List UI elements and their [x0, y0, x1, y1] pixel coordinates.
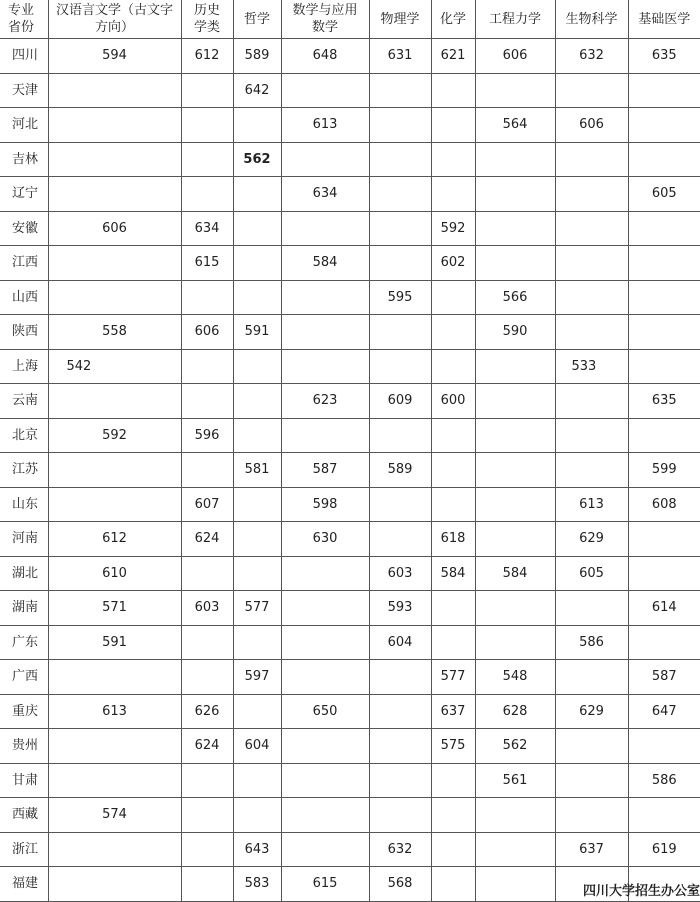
score-cell — [555, 418, 628, 453]
score-cell: 635 — [628, 39, 700, 74]
province-cell: 江苏 — [0, 453, 48, 488]
table-row — [0, 349, 700, 384]
score-cell — [475, 177, 555, 212]
score-cell — [48, 729, 181, 764]
score-cell: 589 — [233, 39, 281, 74]
score-cell — [555, 591, 628, 626]
header-col-2: 历史 学类 — [181, 0, 233, 39]
score-cell: 621 — [431, 39, 475, 74]
score-cell — [475, 867, 555, 902]
score-cell — [431, 867, 475, 902]
score-cell: 603 — [181, 591, 233, 626]
header-row — [0, 0, 700, 39]
score-cell: 596 — [181, 418, 233, 453]
table-row — [0, 384, 700, 419]
score-cell — [475, 832, 555, 867]
score-cell — [555, 729, 628, 764]
score-cell — [431, 280, 475, 315]
score-cell — [555, 142, 628, 177]
score-cell: 606 — [475, 39, 555, 74]
score-cell — [475, 211, 555, 246]
score-cell — [431, 487, 475, 522]
province-cell: 江西 — [0, 246, 48, 281]
score-cell — [475, 142, 555, 177]
score-cell: 590 — [475, 315, 555, 350]
score-cell: 591 — [48, 625, 181, 660]
score-cell: 613 — [555, 487, 628, 522]
score-cell — [281, 763, 369, 798]
header-col-9: 基础医学 — [628, 0, 700, 39]
header-col-5: 物理学 — [369, 0, 431, 39]
table-row — [0, 625, 700, 660]
score-cell — [48, 763, 181, 798]
score-cell — [233, 522, 281, 557]
score-cell: 624 — [181, 522, 233, 557]
score-cell — [431, 177, 475, 212]
score-cell — [181, 867, 233, 902]
source-footer: 四川大学招生办公室 — [582, 884, 700, 899]
score-cell — [431, 832, 475, 867]
score-cell — [48, 487, 181, 522]
score-cell: 575 — [431, 729, 475, 764]
score-cell — [555, 211, 628, 246]
province-cell: 天津 — [0, 73, 48, 108]
score-cell — [369, 798, 431, 833]
score-cell: 647 — [628, 694, 700, 729]
score-cell: 609 — [369, 384, 431, 419]
score-cell — [281, 211, 369, 246]
score-cell — [281, 418, 369, 453]
score-cell — [48, 280, 181, 315]
score-cell — [281, 660, 369, 695]
score-cell — [369, 73, 431, 108]
score-cell: 533 — [555, 349, 628, 384]
score-cell — [555, 453, 628, 488]
table-row — [0, 522, 700, 557]
score-cell — [628, 246, 700, 281]
score-cell — [628, 418, 700, 453]
score-cell — [48, 246, 181, 281]
table-row — [0, 177, 700, 212]
header-col-1: 汉语言文学（古文字 方向） — [48, 0, 181, 39]
score-cell — [628, 625, 700, 660]
score-cell: 624 — [181, 729, 233, 764]
score-cell: 591 — [233, 315, 281, 350]
score-cell: 608 — [628, 487, 700, 522]
score-cell — [555, 384, 628, 419]
score-cell: 586 — [628, 763, 700, 798]
score-cell: 558 — [48, 315, 181, 350]
score-cell — [48, 832, 181, 867]
score-cell: 619 — [628, 832, 700, 867]
score-cell — [233, 349, 281, 384]
score-cell — [181, 280, 233, 315]
header-col-8: 生物科学 — [555, 0, 628, 39]
score-cell: 626 — [181, 694, 233, 729]
score-cell: 606 — [48, 211, 181, 246]
score-cell: 631 — [369, 39, 431, 74]
score-cell: 605 — [628, 177, 700, 212]
province-cell: 甘肃 — [0, 763, 48, 798]
score-cell — [555, 177, 628, 212]
header-col-7: 工程力学 — [475, 0, 555, 39]
score-cell — [233, 694, 281, 729]
score-cell — [181, 832, 233, 867]
score-cell — [369, 487, 431, 522]
score-cell: 598 — [281, 487, 369, 522]
score-cell: 629 — [555, 522, 628, 557]
province-cell: 云南 — [0, 384, 48, 419]
score-cell — [369, 763, 431, 798]
province-cell: 福建 — [0, 867, 48, 902]
score-cell: 581 — [233, 453, 281, 488]
score-cell — [555, 246, 628, 281]
score-cell: 612 — [48, 522, 181, 557]
score-cell: 595 — [369, 280, 431, 315]
score-cell — [233, 798, 281, 833]
score-cell: 618 — [431, 522, 475, 557]
score-cell — [233, 177, 281, 212]
score-cell — [369, 246, 431, 281]
score-cell — [281, 73, 369, 108]
province-cell: 吉林 — [0, 142, 48, 177]
score-cell — [431, 418, 475, 453]
score-cell — [431, 108, 475, 143]
province-cell: 四川 — [0, 39, 48, 74]
score-cell — [181, 108, 233, 143]
score-cell — [281, 280, 369, 315]
score-cell — [369, 660, 431, 695]
table-row — [0, 453, 700, 488]
score-cell: 584 — [431, 556, 475, 591]
score-cell — [233, 418, 281, 453]
table-row — [0, 591, 700, 626]
score-cell: 630 — [281, 522, 369, 557]
score-cell: 548 — [475, 660, 555, 695]
score-cell — [281, 556, 369, 591]
score-cell — [233, 384, 281, 419]
score-cell — [181, 556, 233, 591]
score-cell: 606 — [181, 315, 233, 350]
score-cell — [369, 177, 431, 212]
score-cell: 632 — [555, 39, 628, 74]
table-row — [0, 73, 700, 108]
score-cell: 574 — [48, 798, 181, 833]
table-row — [0, 487, 700, 522]
table-row — [0, 246, 700, 281]
score-cell — [555, 763, 628, 798]
province-cell: 安徽 — [0, 211, 48, 246]
header-col-4: 数学与应用 数学 — [281, 0, 369, 39]
score-cell: 564 — [475, 108, 555, 143]
score-cell — [628, 211, 700, 246]
header-col-6: 化学 — [431, 0, 475, 39]
score-cell — [181, 660, 233, 695]
province-cell: 贵州 — [0, 729, 48, 764]
province-cell: 湖南 — [0, 591, 48, 626]
score-cell — [181, 798, 233, 833]
score-cell: 635 — [628, 384, 700, 419]
score-cell — [628, 522, 700, 557]
score-cell: 637 — [555, 832, 628, 867]
score-cell — [233, 211, 281, 246]
score-cell: 571 — [48, 591, 181, 626]
score-cell: 566 — [475, 280, 555, 315]
score-cell: 634 — [281, 177, 369, 212]
table-row — [0, 729, 700, 764]
score-cell: 623 — [281, 384, 369, 419]
score-cell — [181, 177, 233, 212]
score-cell — [369, 108, 431, 143]
score-cell — [233, 487, 281, 522]
province-cell: 浙江 — [0, 832, 48, 867]
score-cell: 604 — [233, 729, 281, 764]
score-cell — [628, 556, 700, 591]
score-cell — [281, 625, 369, 660]
score-cell: 605 — [555, 556, 628, 591]
score-cell — [48, 177, 181, 212]
province-cell: 西藏 — [0, 798, 48, 833]
score-cell — [628, 108, 700, 143]
score-cell: 594 — [48, 39, 181, 74]
score-cell: 642 — [233, 73, 281, 108]
score-cell: 592 — [431, 211, 475, 246]
province-cell: 辽宁 — [0, 177, 48, 212]
score-cell: 586 — [555, 625, 628, 660]
score-cell — [431, 453, 475, 488]
table-row — [0, 556, 700, 591]
score-cell — [475, 418, 555, 453]
score-cell: 632 — [369, 832, 431, 867]
score-cell: 612 — [181, 39, 233, 74]
score-cell — [555, 280, 628, 315]
score-cell — [281, 729, 369, 764]
score-cell — [555, 73, 628, 108]
score-cell — [475, 246, 555, 281]
score-cell: 584 — [281, 246, 369, 281]
score-cell: 562 — [233, 142, 281, 177]
score-cell — [48, 453, 181, 488]
score-cell — [628, 73, 700, 108]
score-cell — [233, 556, 281, 591]
score-cell — [431, 591, 475, 626]
table-row — [0, 211, 700, 246]
score-cell: 634 — [181, 211, 233, 246]
score-cell — [475, 349, 555, 384]
province-cell: 重庆 — [0, 694, 48, 729]
province-cell: 广西 — [0, 660, 48, 695]
table-row — [0, 694, 700, 729]
score-cell — [475, 73, 555, 108]
score-cell — [369, 349, 431, 384]
province-cell: 北京 — [0, 418, 48, 453]
table-row — [0, 763, 700, 798]
score-cell — [369, 211, 431, 246]
score-cell: 577 — [431, 660, 475, 695]
score-cell — [475, 522, 555, 557]
table-row — [0, 142, 700, 177]
score-cell — [431, 625, 475, 660]
score-cell: 587 — [281, 453, 369, 488]
score-cell: 613 — [281, 108, 369, 143]
score-cell: 610 — [48, 556, 181, 591]
score-cell — [369, 729, 431, 764]
score-cell — [181, 349, 233, 384]
score-cell: 607 — [181, 487, 233, 522]
province-cell: 广东 — [0, 625, 48, 660]
score-cell: 628 — [475, 694, 555, 729]
score-cell — [628, 729, 700, 764]
score-cell — [281, 315, 369, 350]
score-cell: 614 — [628, 591, 700, 626]
score-cell: 650 — [281, 694, 369, 729]
score-cell — [369, 694, 431, 729]
score-cell: 589 — [369, 453, 431, 488]
score-cell: 599 — [628, 453, 700, 488]
score-cell — [555, 660, 628, 695]
province-cell: 山西 — [0, 280, 48, 315]
table-row — [0, 315, 700, 350]
province-cell: 湖北 — [0, 556, 48, 591]
table-row — [0, 418, 700, 453]
score-cell — [475, 384, 555, 419]
score-cell — [181, 453, 233, 488]
score-cell — [281, 832, 369, 867]
score-cell: 584 — [475, 556, 555, 591]
score-cell — [369, 522, 431, 557]
score-cell: 604 — [369, 625, 431, 660]
score-cell — [431, 798, 475, 833]
score-cell — [475, 625, 555, 660]
province-cell: 河南 — [0, 522, 48, 557]
score-cell — [431, 763, 475, 798]
score-cell — [233, 246, 281, 281]
table-row — [0, 280, 700, 315]
table-row — [0, 832, 700, 867]
score-cell — [555, 315, 628, 350]
score-cell — [233, 108, 281, 143]
score-cell: 561 — [475, 763, 555, 798]
score-cell — [233, 625, 281, 660]
score-cell: 593 — [369, 591, 431, 626]
score-cell — [369, 418, 431, 453]
score-cell — [48, 867, 181, 902]
score-cell — [181, 384, 233, 419]
score-cell: 603 — [369, 556, 431, 591]
table-row — [0, 39, 700, 74]
score-cell — [181, 625, 233, 660]
score-cell — [281, 349, 369, 384]
score-cell — [628, 798, 700, 833]
score-cell: 629 — [555, 694, 628, 729]
score-cell: 615 — [281, 867, 369, 902]
score-cell — [628, 142, 700, 177]
score-cell — [475, 798, 555, 833]
score-cell — [48, 73, 181, 108]
score-cell: 562 — [475, 729, 555, 764]
score-cell: 587 — [628, 660, 700, 695]
score-cell: 600 — [431, 384, 475, 419]
score-cell: 583 — [233, 867, 281, 902]
score-cell — [48, 108, 181, 143]
score-cell: 615 — [181, 246, 233, 281]
score-cell — [233, 763, 281, 798]
score-cell — [369, 142, 431, 177]
score-cell — [48, 384, 181, 419]
score-cell — [181, 763, 233, 798]
score-cell: 577 — [233, 591, 281, 626]
score-cell — [431, 315, 475, 350]
table-header — [0, 0, 700, 39]
table-row — [0, 108, 700, 143]
score-cell — [628, 280, 700, 315]
score-cell: 592 — [48, 418, 181, 453]
score-cell — [628, 315, 700, 350]
score-cell — [475, 453, 555, 488]
score-cell — [628, 349, 700, 384]
score-cell — [475, 487, 555, 522]
score-cell: 606 — [555, 108, 628, 143]
table-body — [0, 39, 700, 902]
score-cell: 643 — [233, 832, 281, 867]
score-cell — [181, 73, 233, 108]
score-cell: 597 — [233, 660, 281, 695]
score-cell: 568 — [369, 867, 431, 902]
score-cell — [48, 142, 181, 177]
score-cell — [431, 73, 475, 108]
score-cell: 613 — [48, 694, 181, 729]
province-cell: 河北 — [0, 108, 48, 143]
score-cell — [48, 660, 181, 695]
table-row — [0, 798, 700, 833]
province-cell: 上海 — [0, 349, 48, 384]
province-cell: 山东 — [0, 487, 48, 522]
score-cell: 542 — [48, 349, 181, 384]
score-cell — [233, 280, 281, 315]
score-cell — [281, 591, 369, 626]
score-cell — [555, 798, 628, 833]
score-cell — [431, 349, 475, 384]
score-cell — [281, 798, 369, 833]
score-cell — [431, 142, 475, 177]
score-cell: 602 — [431, 246, 475, 281]
score-cell — [475, 591, 555, 626]
score-cell — [281, 142, 369, 177]
score-cell — [369, 315, 431, 350]
score-cell: 648 — [281, 39, 369, 74]
score-cell: 637 — [431, 694, 475, 729]
header-province-major: 专业 省份 — [0, 0, 48, 39]
province-cell: 陕西 — [0, 315, 48, 350]
table-row — [0, 660, 700, 695]
score-cell — [181, 142, 233, 177]
header-col-3: 哲学 — [233, 0, 281, 39]
